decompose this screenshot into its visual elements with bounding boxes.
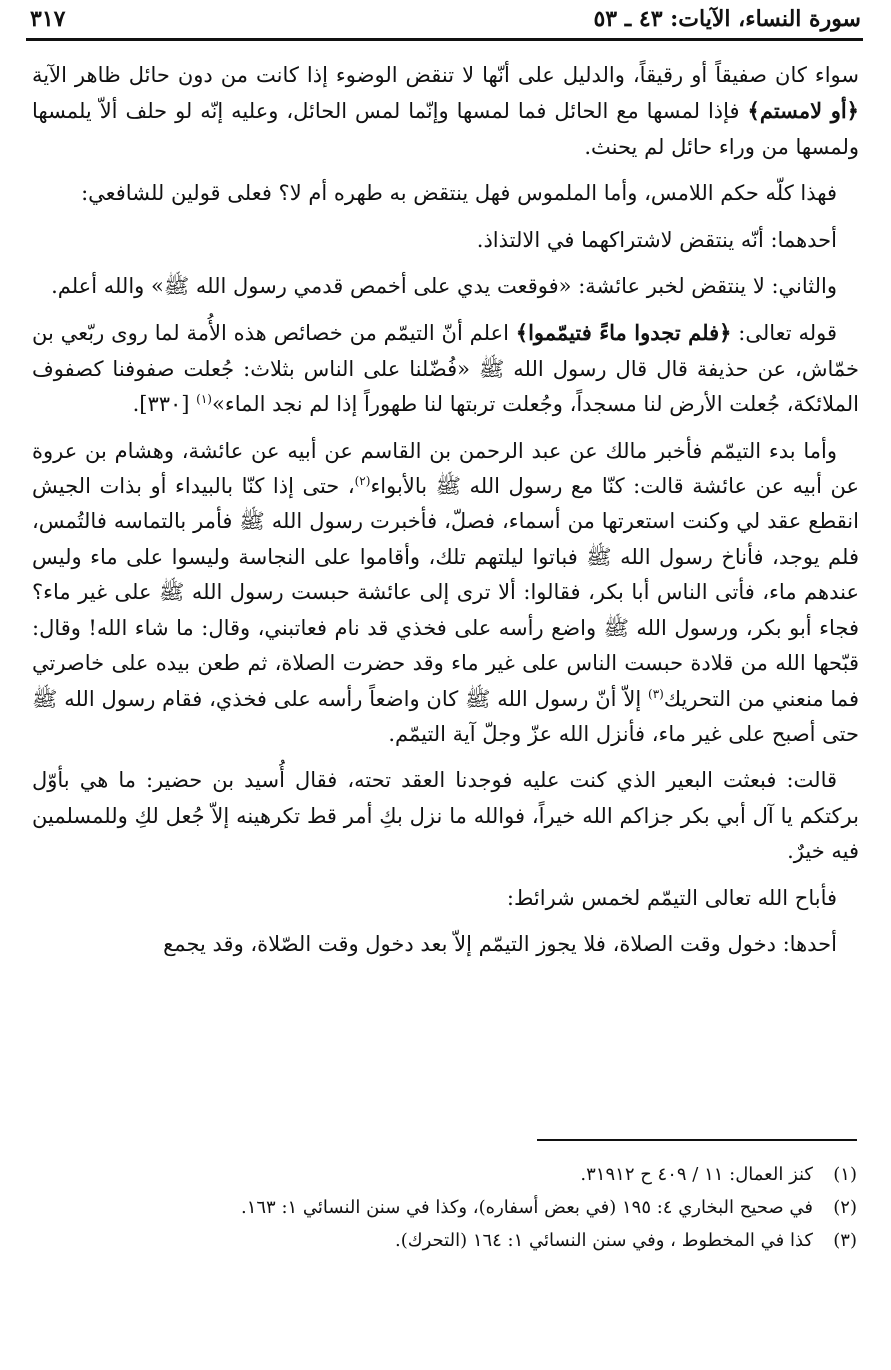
paragraph-text: إلاّ أنّ رسول الله ﷺ كان واضعاً رأسه على فخذي، فقام رسول الله ﷺ حتى أصبح على غير ماء، فأنزل الله عزّ وجلّ آية التيمّم. — [32, 686, 859, 746]
footnote-marker: (٢) — [354, 474, 371, 489]
quran-quote: ﴿أو لامستم﴾ — [747, 98, 859, 124]
paragraph-text: أحدهما: أنّه ينتقض لاشتراكهما في الالتذاذ. — [476, 227, 837, 252]
paragraph — [32, 58, 859, 165]
paragraph-text: قالت: فبعثت البعير الذي كنت عليه فوجدنا العقد تحته، فقال أُسيد بن حضير: ما هي بأوّل بركتكم يا آل أبي بكر جزاكم الله خيراً، فوالله ما نزل بكِ أمر قط تكرهينه إلاّ جُعل لكِ وللمسلمين فيه خيرٌ. — [32, 768, 859, 864]
footnote-marker: (١) — [196, 392, 212, 407]
paragraph-text: فهذا كلّه حكم اللامس، وأما الملموس فهل ينتقض به طهره أم لا؟ فعلى قولين للشافعي: — [81, 181, 837, 206]
footnote-number: (١) — [833, 1164, 857, 1185]
footnote-number: (٣) — [833, 1230, 857, 1251]
footnote-divider — [537, 1139, 857, 1141]
footnote — [80, 1191, 857, 1224]
paragraph-text: فأباح الله تعالى التيمّم لخمس شرائط: — [506, 885, 837, 910]
paragraph — [32, 223, 859, 258]
footnote-text: في صحيح البخاري ٤: ١٩٥ (في بعض أسفاره)، وكذا في سنن النسائي ١: ١٦٣. — [240, 1197, 813, 1218]
main-text — [32, 58, 859, 973]
chapter-title: سورة النساء، الآيات: ٤٣ ـ ٥٣ — [593, 6, 861, 32]
footnote-marker: (٣) — [648, 686, 664, 701]
footnote-text: كذا في المخطوط ، وفي سنن النسائي ١: ١٦٤ (التحرك). — [395, 1230, 813, 1251]
paragraph — [32, 881, 859, 916]
paragraph — [32, 434, 859, 753]
header-divider — [26, 38, 863, 41]
footnote — [80, 1224, 857, 1257]
paragraph-text: قوله تعالى: — [731, 321, 838, 346]
paragraph-text: اعلم أنّ التيمّم من خصائص هذه الأُمة لما روى ربّعي بن خمّاش، عن حذيفة قال قال رسول الله ﷺ «فُضّلنا على الناس بثلاث: جُعلت صفوفنا كصفوف الملائكة، جُعلت الأرض لنا مسجداً، وجُعلت تربتها لنا طهوراً إذا لم نجد الماء» — [32, 321, 859, 417]
paragraph-text: وأما بدء التيمّم فأخبر مالك عن عبد الرحمن بن القاسم عن أبيه عن عائشة، وهشام بن عروة عن أبيه عن عائشة قالت: كنّا مع رسول الله ﷺ بالأبواء — [32, 438, 859, 499]
page-header — [30, 4, 861, 34]
paragraph — [32, 927, 859, 962]
footnote-number: (٢) — [833, 1197, 857, 1218]
paragraph — [32, 176, 859, 211]
footnote — [80, 1158, 857, 1191]
paragraph-text: ، حتى إذا كنّا بالبيداء أو بذات الجيش انقطع عقد لي وكنت استعرتها من أسماء، فصلّ، فأخبرت رسول الله ﷺ فأمر بالتماسه فالتُمس، فلم يوجد، فأناخ رسول الله ﷺ فباتوا ليلتهم تلك، وأقاموا على النجاسة وليسوا على ماء وليس عندهم ماء، فأتى الناس أبا بكر، فقالوا: ألا ترى إلى عائشة حبست رسول الله ﷺ على غير ماء؟ فجاء أبو بكر، ورسول الله ﷺ واضع رأسه على فخذي قد نام فعاتبني، وقال: ما شاء الله! وقال: قبّحها الله من قلادة حبست الناس على غير ماء وقد حضرت الصلاة، ثم طعن بيده على خاصرتي فما منعني من التحريك — [32, 474, 859, 711]
footnotes — [80, 1158, 857, 1257]
paragraph — [32, 315, 859, 422]
paragraph-text: سواء كان صفيقاً أو رقيقاً، والدليل على أنّها لا تنقض الوضوء إذا كانت من دون حائل ظاهر الآية — [32, 63, 859, 87]
footnote-text: كنز العمال: ١١ / ٤٠٩ ح ٣١٩١٢. — [580, 1164, 813, 1185]
paragraph-text: والثاني: لا ينتقض لخبر عائشة: «فوقعت يدي على أخمص قدمي رسول الله ﷺ» والله أعلم. — [51, 274, 837, 299]
paragraph-text: أحدها: دخول وقت الصلاة، فلا يجوز التيمّم إلاّ بعد دخول وقت الصّلاة، وقد يجمع — [163, 931, 837, 956]
paragraph-text: فإذا لمسها مع الحائل فما لمسها وإنّما لمس الحائل، وعليه إنّه لو حلف ألاّ يلمسها ولمسها من وراء حائل لم يحنث. — [32, 99, 859, 159]
paragraph — [32, 763, 859, 869]
quran-quote: ﴿فلم تجدوا ماءً فتيمّموا﴾ — [515, 320, 732, 346]
paragraph — [32, 269, 859, 304]
page-number: ٣١٧ — [30, 6, 66, 32]
paragraph-text: [٣٣٠]. — [132, 392, 197, 417]
